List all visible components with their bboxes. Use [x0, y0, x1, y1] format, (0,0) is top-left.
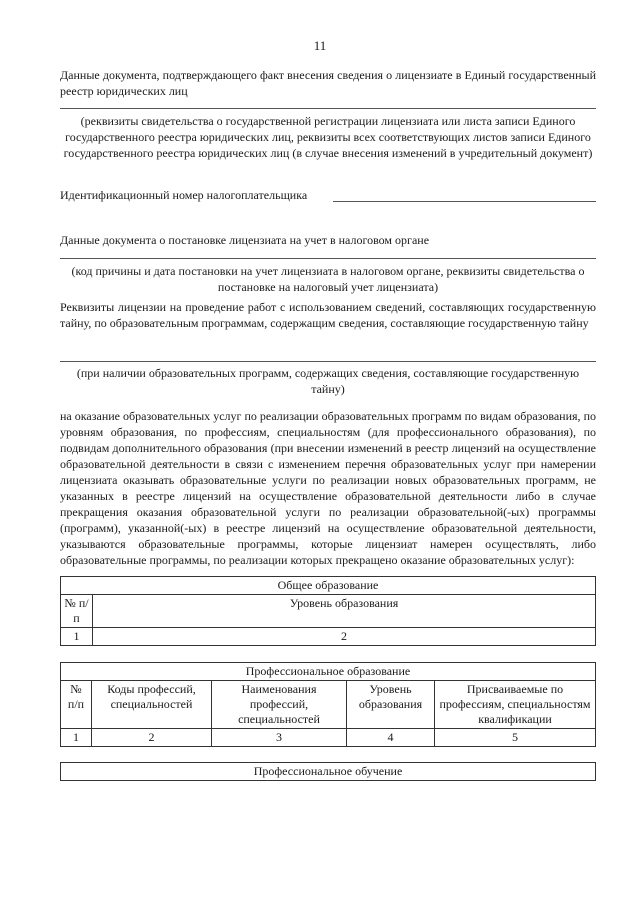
professional-training-title: Профессиональное обучение [61, 763, 596, 781]
state-secret-license-label: Реквизиты лицензии на проведение работ с использованием сведений, составляющих государственную тайну, по образовательным программам, содержащим сведения, составляющие государственную тайну [60, 300, 596, 330]
general-index-1: 1 [61, 628, 93, 646]
general-education-table [60, 576, 596, 646]
prof-col-names-header: Наименования профессий, специальностей [212, 681, 347, 729]
tax-registration-note: (код причины и дата постановки на учет лицензиата в налоговом органе, реквизиты свидетельства о постановке на налоговый учет лицензиата) [71, 264, 585, 294]
state-secret-license-note: (при наличии образовательных программ, содержащих сведения, составляющие государственную тайну) [76, 366, 580, 396]
general-col-level-header: Уровень образования [93, 595, 596, 628]
professional-education-table [60, 662, 596, 747]
general-education-title: Общее образование [61, 577, 596, 595]
page-number: 11 [313, 38, 327, 53]
prof-index-5: 5 [435, 729, 596, 747]
educational-services-paragraph: на оказание образовательных услуг по реализации образовательных программ по видам образования, по уровням образования, по профессиям, специальностям (для профессионального образования), по подвидам дополнительного образования (при внесении изменений в реестр лицензий на осуществление образовательной деятельности в связи с изменением перечня образовательных услуг при намерении лицензиата оказывать образовательные услуги по реализации новых образовательных программ, не указанных в реестре лицензий на осуществление образовательной деятельности либо в случае прекращения оказания образовательной услуги по реализации образовательной(-ых) программы (программ), указанной(-ых) в реестре лицензий на осуществление образовательной деятельности, указываются образовательные программы, которые лицензиат намерен осуществлять, либо образовательные программы, по реализации которых прекращено оказание образовательных услуг): [60, 409, 596, 567]
state-secret-license-entry-line[interactable] [60, 361, 596, 362]
prof-col-number-header: № п/п [61, 681, 92, 729]
egrul-entry-line[interactable] [60, 108, 596, 109]
prof-index-4: 4 [347, 729, 435, 747]
egrul-document-note: (реквизиты свидетельства о государственной регистрации лицензиата или листа записи Единого государственного реестра юридических лиц, реквизиты всех соответствующих листов записи Единого государственного реестра юридических лиц (в случае внесения изменений в учредительный документ) [63, 114, 593, 160]
prof-index-1: 1 [61, 729, 92, 747]
general-col-number-header: № п/п [61, 595, 93, 628]
general-index-2: 2 [93, 628, 596, 646]
prof-index-3: 3 [212, 729, 347, 747]
prof-col-codes-header: Коды профессий, специальностей [92, 681, 212, 729]
inn-entry-line[interactable] [333, 201, 596, 202]
tax-registration-entry-line[interactable] [60, 258, 596, 259]
egrul-document-label: Данные документа, подтверждающего факт внесения сведения о лицензиате в Единый государственный реестр юридических лиц [60, 68, 596, 98]
prof-col-qualification-header: Присваиваемые по профессиям, специальностям квалификации [435, 681, 596, 729]
prof-index-2: 2 [92, 729, 212, 747]
tax-registration-label: Данные документа о постановке лицензиата на учет в налоговом органе [60, 233, 430, 247]
inn-label: Идентификационный номер налогоплательщика [60, 188, 308, 202]
professional-education-title: Профессиональное образование [61, 663, 596, 681]
professional-training-table [60, 762, 596, 781]
prof-col-level-header: Уровень образования [347, 681, 435, 729]
